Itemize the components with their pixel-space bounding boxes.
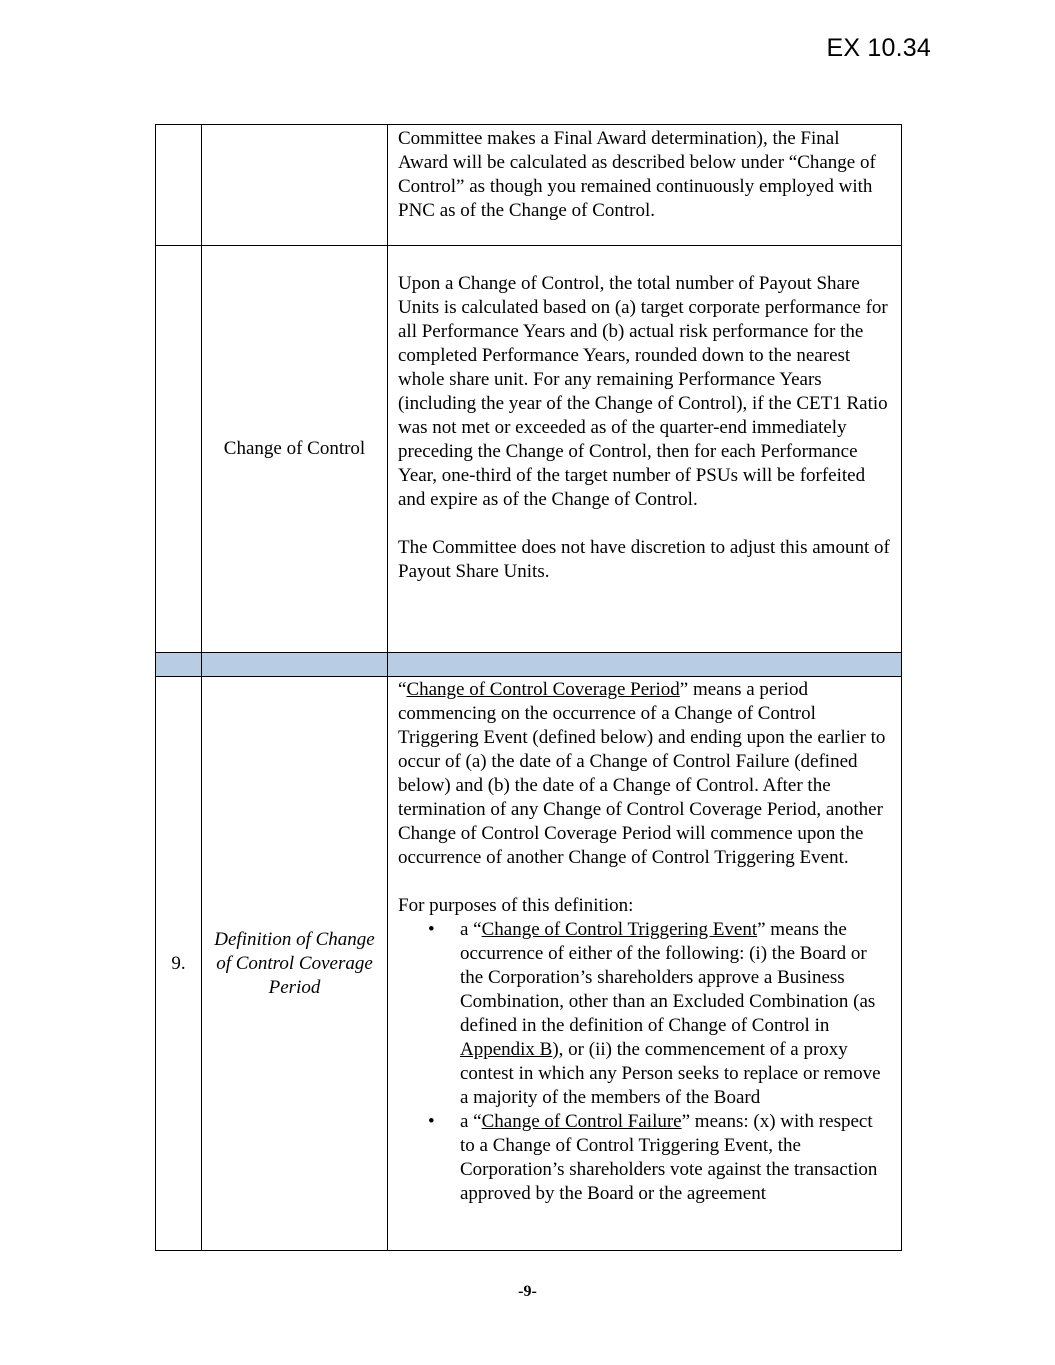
bullet-icon: • bbox=[428, 919, 435, 940]
table-row bbox=[156, 677, 902, 1251]
bullet-icon: • bbox=[428, 1111, 435, 1132]
section-title: Definition of Change of Control Coverage Period bbox=[202, 677, 388, 1251]
definition-paragraph bbox=[398, 678, 891, 870]
row-body-cell bbox=[388, 125, 902, 246]
item-prefix: a “ bbox=[460, 919, 482, 940]
item-text: ” means: (x) with respect to a Change of Control Triggering Event, the Corporation’s shareholders vote against the transaction approved by the Board or the agreement bbox=[460, 1111, 878, 1204]
divider-cell bbox=[156, 653, 202, 677]
section-divider-row bbox=[156, 653, 902, 677]
defined-term: Change of Control Coverage Period bbox=[406, 679, 680, 700]
row-number-cell bbox=[156, 246, 202, 653]
row-body-cell bbox=[388, 677, 902, 1251]
lead-in-text: For purposes of this definition: bbox=[398, 895, 634, 916]
definition-list bbox=[398, 918, 891, 1206]
table-row bbox=[156, 246, 902, 653]
defined-term: Change of Control Failure bbox=[481, 1111, 682, 1132]
item-prefix: a “ bbox=[460, 1111, 482, 1132]
body-paragraph: The Committee does not have discretion to adjust this amount of Payout Share Units. bbox=[398, 537, 890, 582]
terms-table bbox=[155, 124, 902, 1251]
row-body-cell bbox=[388, 246, 902, 653]
body-paragraph: Upon a Change of Control, the total number of Payout Share Units is calculated based on (a) target corporate performance for all Performance Years and (b) actual risk performance for the completed Performance Years, rounded down to the nearest whole share unit. For any remaining Performance Years (including the year of the Change of Control), if the CET1 Ratio was not met or exceeded as of the quarter-end immediately preceding the Change of Control, then for each Performance Year, one-third of the target number of PSUs will be forfeited and expire as of the Change of Control. bbox=[398, 273, 888, 510]
list-item bbox=[428, 1110, 891, 1206]
table-row bbox=[156, 125, 902, 246]
item-text: ” means the occurrence of either of the following: (i) the Board or the Corporation’s shareholders approve a Business Combination, other than an Excluded Combination (as defined in the definition of Change of Control in bbox=[460, 919, 876, 1036]
change-of-control-label: Change of Control bbox=[202, 246, 388, 653]
divider-cell bbox=[202, 653, 388, 677]
divider-cell bbox=[388, 653, 902, 677]
item-text: ), or (ii) the commencement of a proxy contest in which any Person seeks to replace or remove a majority of the members of the Board bbox=[460, 1039, 881, 1108]
row-label-cell bbox=[202, 125, 388, 246]
list-item bbox=[428, 918, 891, 1110]
appendix-reference: Appendix B bbox=[460, 1039, 553, 1060]
section-number: 9. bbox=[156, 677, 202, 1251]
quote-mark: “ bbox=[398, 679, 407, 700]
exhibit-label: EX 10.34 bbox=[826, 34, 931, 62]
page-number: -9- bbox=[518, 1283, 537, 1300]
body-paragraph: Committee makes a Final Award determination), the Final Award will be calculated as described below under “Change of Control” as though you remained continuously employed with PNC as of the Change of Control. bbox=[398, 128, 876, 221]
defined-term: Change of Control Triggering Event bbox=[481, 919, 758, 940]
row-number-cell bbox=[156, 125, 202, 246]
definition-text: ” means a period commencing on the occurrence of a Change of Control Triggering Event (defined below) and ending upon the earlier to occur of (a) the date of a Change of Control Failure (defined below) and (b) the date of a Change of Control. After the termination of any Change of Control Coverage Period, another Change of Control Coverage Period will commence upon the occurrence of another Change of Control Triggering Event. bbox=[398, 679, 886, 868]
